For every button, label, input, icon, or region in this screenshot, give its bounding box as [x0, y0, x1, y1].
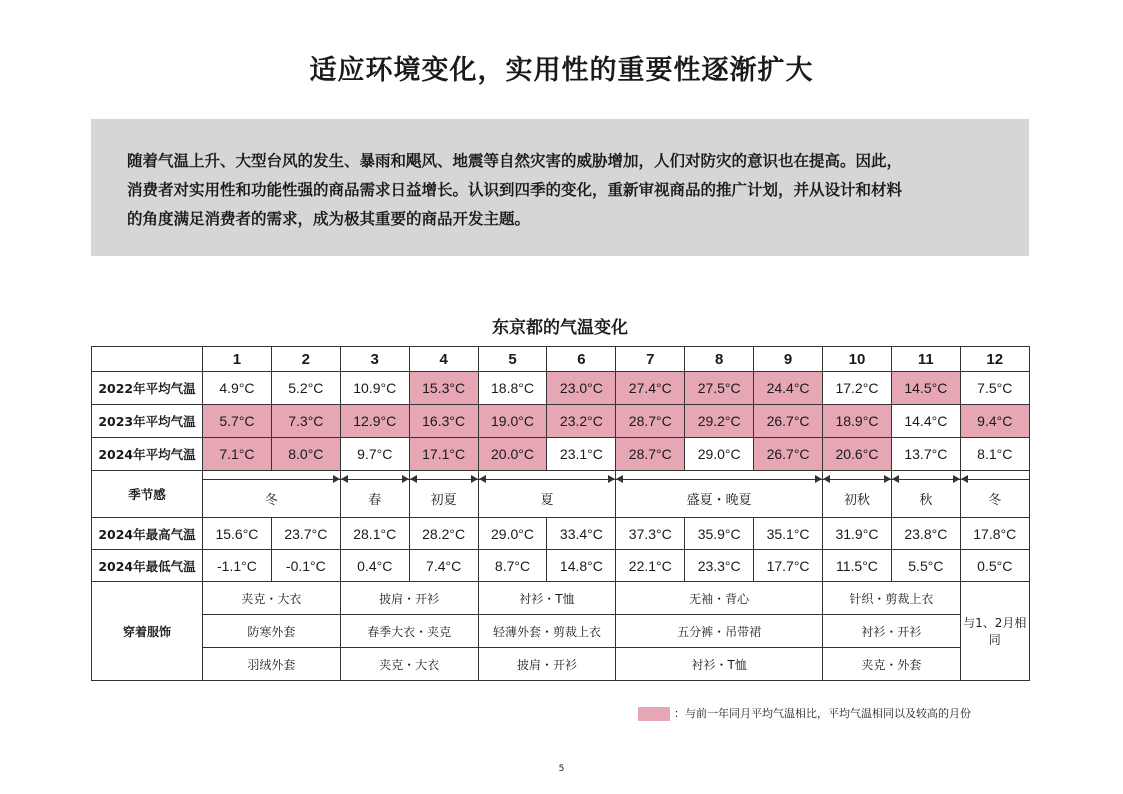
- row-label: 2024年平均气温: [92, 438, 203, 471]
- season-segment: [409, 471, 478, 518]
- temp-cell: 7.3°C: [271, 405, 340, 438]
- month-header: 8: [685, 347, 754, 372]
- temp-cell: 23.1°C: [547, 438, 616, 471]
- temp-cell: 20.0°C: [478, 438, 547, 471]
- temp-cell: 18.9°C: [823, 405, 892, 438]
- temp-cell: 33.4°C: [547, 518, 616, 550]
- intro-line-2: 消费者对实用性和功能性强的商品需求日益增长。认识到四季的变化，重新审视商品的推广计划，并从设计和材料: [127, 181, 903, 199]
- temp-cell: 19.0°C: [478, 405, 547, 438]
- clothing-cell: 针织・剪裁上衣: [823, 582, 961, 615]
- clothing-cell: 夹克・大衣: [340, 648, 478, 681]
- temp-cell: 8.1°C: [960, 438, 1029, 471]
- page-number: 5: [558, 764, 565, 774]
- high-temp-row: [92, 518, 1030, 550]
- season-label: 盛夏・晚夏: [686, 493, 752, 508]
- temp-cell: 31.9°C: [823, 518, 892, 550]
- row-label: 穿着服饰: [92, 582, 203, 681]
- temp-cell: 0.5°C: [960, 550, 1029, 582]
- clothing-december-cell: 与1、2月相同: [960, 582, 1029, 681]
- temp-cell: 15.6°C: [203, 518, 272, 550]
- temp-cell: 5.7°C: [203, 405, 272, 438]
- month-header: 4: [409, 347, 478, 372]
- month-header-row: [92, 347, 1030, 372]
- temp-cell: 4.9°C: [203, 372, 272, 405]
- month-header: 2: [271, 347, 340, 372]
- season-row: [92, 471, 1030, 518]
- temp-cell: 23.7°C: [271, 518, 340, 550]
- season-segment: [203, 471, 341, 518]
- temp-cell: 12.9°C: [340, 405, 409, 438]
- temp-cell: 14.4°C: [891, 405, 960, 438]
- temp-cell: 29.0°C: [685, 438, 754, 471]
- temp-cell: 26.7°C: [754, 438, 823, 471]
- temp-cell: 28.7°C: [616, 405, 685, 438]
- table-title: 东京都的气温变化: [492, 318, 628, 338]
- season-segment: [616, 471, 823, 518]
- legend-text: ：与前一年同月平均气温相比，平均气温相同以及较高的月份: [674, 707, 971, 720]
- temp-cell: 28.7°C: [616, 438, 685, 471]
- season-label: 秋: [919, 493, 933, 508]
- clothing-row-1: [92, 582, 1030, 615]
- temp-cell: 22.1°C: [616, 550, 685, 582]
- temperature-table: [91, 346, 1030, 681]
- clothing-row-2: [92, 615, 1030, 648]
- temp-cell: 0.4°C: [340, 550, 409, 582]
- season-label: 初夏: [430, 493, 457, 508]
- clothing-cell: 衬衫・T恤: [616, 648, 823, 681]
- month-header: 3: [340, 347, 409, 372]
- temp-cell: 18.8°C: [478, 372, 547, 405]
- row-label: 季节感: [92, 471, 203, 518]
- temp-cell: 9.7°C: [340, 438, 409, 471]
- temp-cell: 27.5°C: [685, 372, 754, 405]
- season-segment: [960, 471, 1029, 518]
- temp-cell: 23.2°C: [547, 405, 616, 438]
- temp-cell: 5.2°C: [271, 372, 340, 405]
- temp-cell: 35.1°C: [754, 518, 823, 550]
- clothing-cell: 五分裤・吊带裙: [616, 615, 823, 648]
- clothing-cell: 无袖・背心: [616, 582, 823, 615]
- temp-cell: 24.4°C: [754, 372, 823, 405]
- month-header: 12: [960, 347, 1029, 372]
- month-header: 10: [823, 347, 892, 372]
- season-label: 冬: [264, 493, 278, 508]
- month-header: 5: [478, 347, 547, 372]
- temp-cell: 20.6°C: [823, 438, 892, 471]
- temp-cell: 14.8°C: [547, 550, 616, 582]
- month-header: 7: [616, 347, 685, 372]
- temp-cell: -1.1°C: [203, 550, 272, 582]
- temp-cell: 5.5°C: [891, 550, 960, 582]
- temp-cell: 17.1°C: [409, 438, 478, 471]
- intro-box: [91, 119, 1029, 256]
- clothing-cell: 春季大衣・夹克: [340, 615, 478, 648]
- temp-cell: 37.3°C: [616, 518, 685, 550]
- clothing-cell: 夹克・外套: [823, 648, 961, 681]
- temp-cell: 16.3°C: [409, 405, 478, 438]
- season-label: 春: [368, 493, 382, 508]
- temp-cell: 17.8°C: [960, 518, 1029, 550]
- temp-cell: 28.2°C: [409, 518, 478, 550]
- temp-cell: 8.0°C: [271, 438, 340, 471]
- clothing-row-3: [92, 648, 1030, 681]
- clothing-cell: 披肩・开衫: [340, 582, 478, 615]
- temp-cell: 29.2°C: [685, 405, 754, 438]
- temp-cell: 7.1°C: [203, 438, 272, 471]
- month-header: 9: [754, 347, 823, 372]
- temp-cell: -0.1°C: [271, 550, 340, 582]
- page-title: 适应环境变化，实用性的重要性逐渐扩大: [309, 55, 814, 86]
- month-header: 11: [891, 347, 960, 372]
- year-row-2023: [92, 405, 1030, 438]
- temp-cell: 7.5°C: [960, 372, 1029, 405]
- temp-cell: 26.7°C: [754, 405, 823, 438]
- intro-line-3: 的角度满足消费者的需求，成为极其重要的商品开发主题。: [127, 210, 531, 228]
- temp-cell: 23.3°C: [685, 550, 754, 582]
- season-segment: [823, 471, 892, 518]
- clothing-cell: 防寒外套: [203, 615, 341, 648]
- temp-cell: 29.0°C: [478, 518, 547, 550]
- temp-cell: 11.5°C: [823, 550, 892, 582]
- temp-cell: 17.7°C: [754, 550, 823, 582]
- temp-cell: 9.4°C: [960, 405, 1029, 438]
- temp-cell: 35.9°C: [685, 518, 754, 550]
- season-segment: [478, 471, 616, 518]
- row-label: 2023年平均气温: [92, 405, 203, 438]
- clothing-cell: 衬衫・T恤: [478, 582, 616, 615]
- month-header: 6: [547, 347, 616, 372]
- legend: [638, 706, 971, 722]
- season-label: 初秋: [843, 493, 870, 508]
- season-segment: [891, 471, 960, 518]
- row-label: 2024年最高气温: [92, 518, 203, 550]
- clothing-cell: 披肩・开衫: [478, 648, 616, 681]
- row-label: 2024年最低气温: [92, 550, 203, 582]
- temp-cell: 8.7°C: [478, 550, 547, 582]
- temp-cell: 17.2°C: [823, 372, 892, 405]
- row-label: 2022年平均气温: [92, 372, 203, 405]
- temp-cell: 10.9°C: [340, 372, 409, 405]
- season-label: 夏: [540, 493, 554, 508]
- temp-cell: 23.0°C: [547, 372, 616, 405]
- temp-cell: 27.4°C: [616, 372, 685, 405]
- corner-cell: [92, 347, 203, 372]
- temp-cell: 14.5°C: [891, 372, 960, 405]
- temp-cell: 13.7°C: [891, 438, 960, 471]
- temp-cell: 15.3°C: [409, 372, 478, 405]
- temp-cell: 28.1°C: [340, 518, 409, 550]
- clothing-cell: 衬衫・开衫: [823, 615, 961, 648]
- clothing-cell: 夹克・大衣: [203, 582, 341, 615]
- season-segment: [340, 471, 409, 518]
- temp-cell: 23.8°C: [891, 518, 960, 550]
- month-header: 1: [203, 347, 272, 372]
- low-temp-row: [92, 550, 1030, 582]
- season-label: 冬: [988, 493, 1002, 508]
- temp-cell: 7.4°C: [409, 550, 478, 582]
- year-row-2022: [92, 372, 1030, 405]
- year-row-2024: [92, 438, 1030, 471]
- clothing-cell: 羽绒外套: [203, 648, 341, 681]
- legend-swatch: [638, 707, 670, 721]
- intro-line-1: 随着气温上升、大型台风的发生、暴雨和飓风、地震等自然灾害的威胁增加，人们对防灾的意识也在提高。因此，: [127, 152, 903, 170]
- clothing-cell: 轻薄外套・剪裁上衣: [478, 615, 616, 648]
